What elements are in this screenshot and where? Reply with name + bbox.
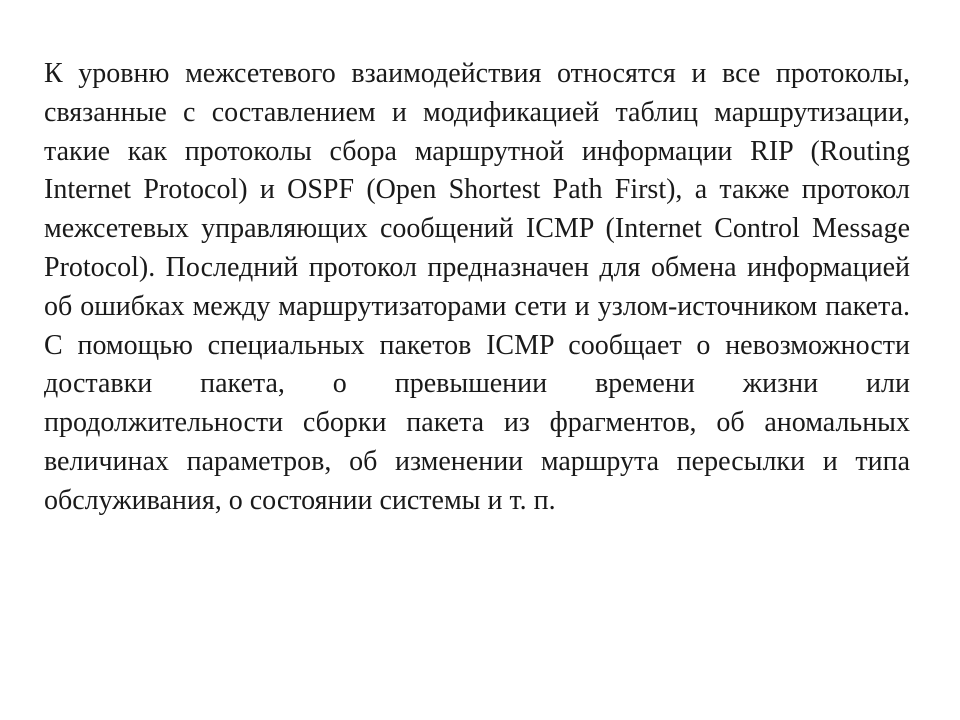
body-paragraph: К уровню межсетевого взаимодействия относятся и все протоколы, связанные с составлением и модификацией таблиц маршрутизации, такие как протоколы сбора маршрутной информации RIP (Routing Internet Protocol) и OSPF (Open Shortest Path First), а также протокол межсетевых управляющих сообщений ICMP (Internet Control Message Protocol). Последний протокол предназначен для обмена информацией об ошибках между маршрутизаторами сети и узлом-источником пакета. С помощью специальных пакетов ICMP сообщает о невозможности доставки пакета, о превышении времени жизни или продолжительности сборки пакета из фрагментов, об аномальных величинах параметров, об изменении маршрута пересылки и типа обслуживания, о состоянии системы и т. п. [44,58,910,516]
